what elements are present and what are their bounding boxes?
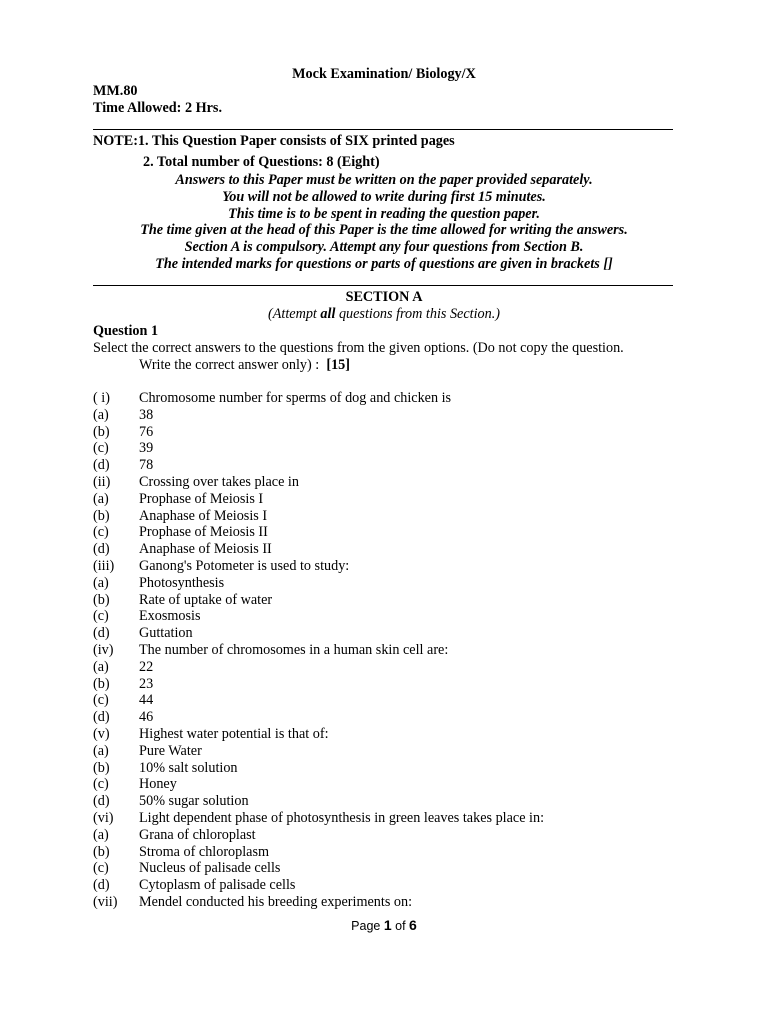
option-label: (c) — [93, 608, 109, 625]
question-item-text: Light dependent phase of photosynthesis in green leaves takes place in: — [139, 810, 545, 826]
option-text: 10% salt solution — [139, 759, 238, 776]
option-label: (b) — [93, 843, 110, 860]
instruction-line: You will not be allowed to write during first 15 minutes. — [222, 189, 546, 205]
option-text: Exosmosis — [139, 608, 201, 625]
option-label: (a) — [93, 490, 109, 507]
option-text: 39 — [139, 440, 154, 457]
divider-bottom — [93, 285, 673, 286]
option-text: Honey — [139, 776, 177, 793]
option-label: (d) — [93, 709, 110, 726]
question-item-label: (iv) — [93, 642, 114, 658]
question-item-text: Mendel conducted his breeding experiments on: — [139, 894, 413, 910]
instruction-line: Section A is compulsory. Attempt any four questions from Section B. — [184, 239, 584, 255]
instruction-line: The intended marks for questions or parts of questions are given in brackets [] — [155, 256, 613, 272]
option-text: Prophase of Meiosis II — [139, 524, 268, 541]
instruction-line: This time is to be spent in reading the question paper. — [228, 206, 540, 222]
divider-top — [93, 129, 673, 130]
option-text: 46 — [139, 709, 154, 726]
option-label: (b) — [93, 423, 110, 440]
question-item-label: (vi) — [93, 810, 114, 826]
question-instruction-cont: Write the correct answer only) : [15] — [139, 357, 350, 373]
note-2: 2. Total number of Questions: 8 (Eight) — [143, 154, 380, 170]
question-item-label: (iii) — [93, 558, 115, 574]
option-label: (a) — [93, 742, 109, 759]
option-text: Grana of chloroplast — [139, 826, 256, 843]
question-item-text: The number of chromosomes in a human skin cell are: — [139, 642, 449, 658]
option-label: (d) — [93, 457, 110, 474]
question-heading: Question 1 — [93, 323, 159, 339]
question-item-label: (vii) — [93, 894, 118, 910]
option-label: (d) — [93, 625, 110, 642]
instruction-line: Answers to this Paper must be written on the paper provided separately. — [175, 172, 593, 188]
option-text: Cytoplasm of palisade cells — [139, 877, 296, 894]
question-instruction: Select the correct answers to the questions from the given options. (Do not copy the question. — [93, 340, 624, 356]
option-label: (b) — [93, 759, 110, 776]
option-text: Pure Water — [139, 742, 202, 759]
option-text: 22 — [139, 658, 154, 675]
option-label: (c) — [93, 524, 109, 541]
option-label: (c) — [93, 440, 109, 457]
option-text: Nucleus of palisade cells — [139, 860, 281, 877]
option-label: (c) — [93, 776, 109, 793]
option-label: (b) — [93, 675, 110, 692]
section-subtitle: (Attempt all questions from this Section.) — [268, 306, 500, 322]
option-label: (b) — [93, 591, 110, 608]
option-text: Stroma of chloroplasm — [139, 843, 270, 860]
section-title: SECTION A — [345, 289, 423, 305]
question-item-label: ( i) — [93, 390, 110, 406]
option-text: Photosynthesis — [139, 574, 225, 591]
option-text: Anaphase of Meiosis I — [139, 507, 268, 524]
option-label: (d) — [93, 541, 110, 558]
option-label: (a) — [93, 406, 109, 423]
option-text: 78 — [139, 457, 154, 474]
option-text: 38 — [139, 406, 154, 423]
option-text: Prophase of Meiosis I — [139, 490, 264, 507]
question-item-text: Ganong's Potometer is used to study: — [139, 558, 350, 574]
exam-title: Mock Examination/ Biology/X — [292, 66, 476, 82]
option-label: (a) — [93, 658, 109, 675]
option-label: (d) — [93, 877, 110, 894]
option-label: (d) — [93, 793, 110, 810]
option-label: (c) — [93, 692, 109, 709]
page-footer: Page 1 of 6 — [351, 917, 417, 933]
option-text: Anaphase of Meiosis II — [139, 541, 272, 558]
option-text: 76 — [139, 423, 154, 440]
time-allowed: Time Allowed: 2 Hrs. — [93, 100, 222, 116]
option-label: (a) — [93, 574, 109, 591]
instruction-line: The time given at the head of this Paper is the time allowed for writing the answers. — [140, 222, 628, 238]
max-marks: MM.80 — [93, 83, 138, 99]
option-text: 50% sugar solution — [139, 793, 249, 810]
option-text: Rate of uptake of water — [139, 591, 273, 608]
option-text: 23 — [139, 675, 154, 692]
option-label: (a) — [93, 826, 109, 843]
question-item-text: Chromosome number for sperms of dog and chicken is — [139, 390, 452, 406]
question-marks: [15] — [326, 357, 350, 373]
option-label: (b) — [93, 507, 110, 524]
option-text: 44 — [139, 692, 154, 709]
option-label: (c) — [93, 860, 109, 877]
note-1: NOTE:1. This Question Paper consists of SIX printed pages — [93, 133, 455, 149]
option-text: Guttation — [139, 625, 193, 642]
question-item-label: (ii) — [93, 474, 111, 490]
question-item-label: (v) — [93, 726, 110, 742]
question-item-text: Highest water potential is that of: — [139, 726, 329, 742]
question-item-text: Crossing over takes place in — [139, 474, 299, 490]
